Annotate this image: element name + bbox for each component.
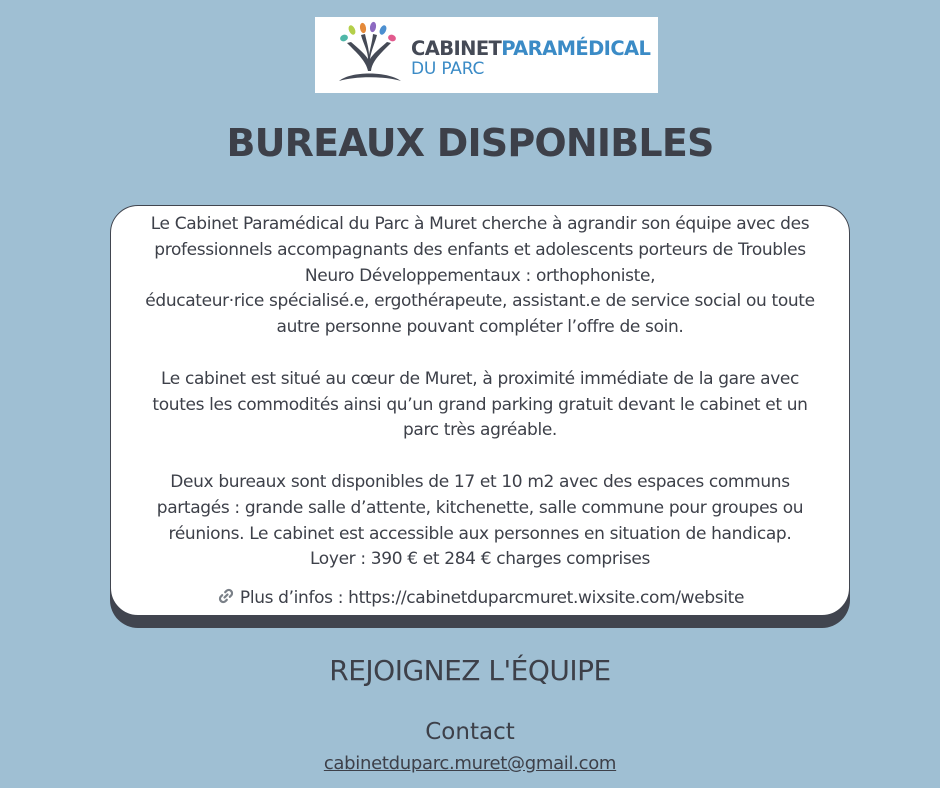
info-card bbox=[110, 205, 850, 616]
page-title: BUREAUX DISPONIBLES bbox=[226, 121, 714, 165]
paragraph-gap bbox=[111, 341, 849, 367]
paragraph-offices: Deux bureaux sont disponibles de 17 et 10 m2 avec des espaces communs partagés : grande salle d’attente, kitchenette, salle commune pour groupes ou réunions. Le cabinet est accessible aux personnes en situation de handicap. Loyer : 390 € et 284 € charges comprises bbox=[156, 471, 804, 570]
join-team-heading: REJOIGNEZ L'ÉQUIPE bbox=[329, 654, 611, 687]
link-icon bbox=[216, 586, 236, 606]
card-body bbox=[111, 212, 849, 573]
paragraph-recruitment: Le Cabinet Paramédical du Parc à Muret cherche à agrandir son équipe avec des professionnels accompagnants des enfants et adolescents porteurs de Troubles Neuro Développementaux : orthophoniste, éducateur·rice spécialisé.e, ergothérapeute, assistant.e de service social ou toute autre personne pouvant compléter l’offre de soin. bbox=[145, 214, 815, 338]
more-info-text: Plus d’infos : https://cabinetduparcmuret.wixsite.com/website bbox=[239, 588, 745, 608]
paragraph-location: Le cabinet est situé au cœur de Muret, à proximité immédiate de la gare avec toutes les commodités ainsi qu’un grand parking gratuit devant le cabinet et un parc très agréable. bbox=[152, 368, 808, 441]
logo bbox=[315, 17, 658, 93]
tree-people-logo-icon bbox=[335, 21, 407, 85]
paragraph-gap bbox=[111, 444, 849, 470]
logo-title: CABINETPARAMÉDICAL bbox=[411, 37, 651, 60]
more-info-link[interactable] bbox=[111, 586, 849, 608]
contact-heading: Contact bbox=[425, 719, 515, 745]
contact-email-link[interactable]: cabinetduparc.muret@gmail.com bbox=[323, 753, 617, 774]
logo-subtitle: DU PARC bbox=[411, 59, 485, 79]
